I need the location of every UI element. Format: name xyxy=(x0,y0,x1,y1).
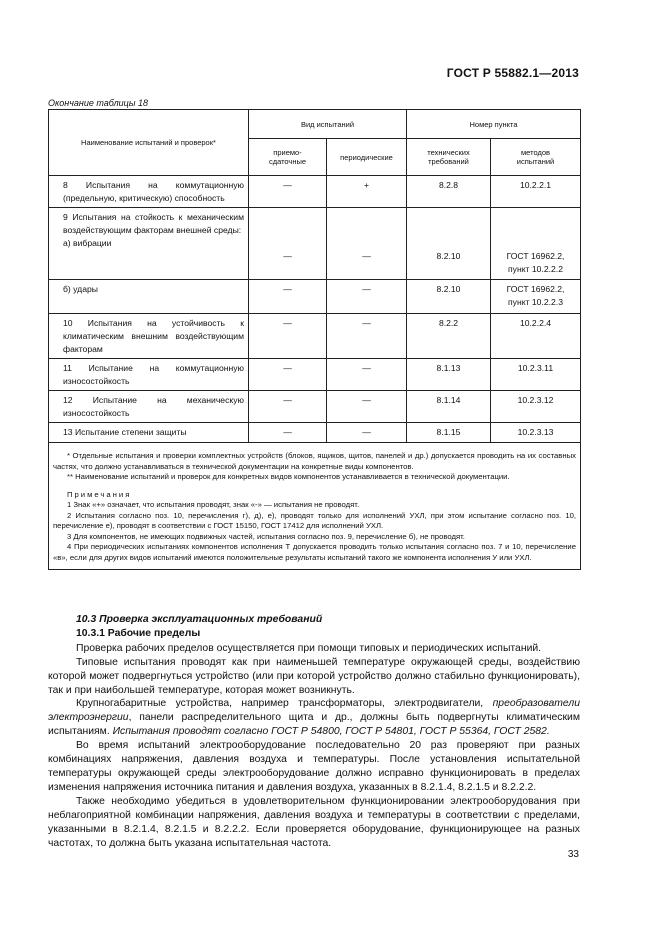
table-continuation-caption: Окончание таблицы 18 xyxy=(48,98,148,108)
row-methods: 10.2.2.1 xyxy=(491,176,581,208)
header-tech-req: технических требований xyxy=(407,139,491,176)
row-periodic: + xyxy=(327,176,407,208)
header-name: Наименование испытаний и проверок* xyxy=(49,110,249,176)
table-row xyxy=(49,280,581,314)
row-acceptance: — xyxy=(249,391,327,423)
header-periodic: периодические xyxy=(327,139,407,176)
paragraph: Типовые испытания проводят как при наименьшей температуре окружающей среды, воздействию которой может подвергнуться устройство (или при которой устройство должно стабильно функционировать), так и при наибольшей температуре, которая может возникнуть. xyxy=(48,656,580,696)
row-name: 12 Испытание на механическую износостойкость xyxy=(49,391,249,423)
row-tech-req: 8.2.10 xyxy=(407,208,491,280)
row-methods: 10.2.3.11 xyxy=(491,359,581,391)
row-acceptance: — xyxy=(249,359,327,391)
row-periodic: — xyxy=(327,314,407,359)
row-name: 11 Испытание на коммутационную износостойкость xyxy=(49,359,249,391)
table-row xyxy=(49,176,581,208)
italic-span: преобразователи электроэнергии xyxy=(48,698,580,724)
table-row xyxy=(49,359,581,391)
row-name: 9 Испытания на стойкость к механическим воздействующим факторам внешней среды: а) вибрации xyxy=(49,208,249,280)
row-periodic: — xyxy=(327,280,407,314)
row-methods: ГОСТ 16962.2, пункт 10.2.2.2 xyxy=(491,208,581,280)
paragraph: Также необходимо убедиться в удовлетворительном функционировании электрооборудования при неблагоприятной комбинации напряжения, давления воздуха и температуры в соответствии с пределами, указанными в 8.2.1.4, 8.2.1.5 и 8.2.2.2. Если проверяется оборудование, функционирующее на разных частотах, то должна быть указана испытательная частота. xyxy=(48,795,580,849)
row-methods: 10.2.3.13 xyxy=(491,423,581,443)
table-notes xyxy=(49,443,581,570)
row-acceptance: — xyxy=(249,423,327,443)
row-periodic: — xyxy=(327,359,407,391)
table-row xyxy=(49,314,581,359)
header-test-type: Вид испытаний xyxy=(249,110,407,139)
note: 3 Для компонентов, не имеющих подвижных частей, испытания согласно поз. 9, перечисление б), не проводят. xyxy=(67,531,465,541)
table-row xyxy=(49,423,581,443)
text-span: , панели распределительного щита и др., должны быть подвергнуты климатическим испытаниям. xyxy=(48,712,580,738)
paragraph: Проверка рабочих пределов осуществляется при помощи типовых и периодических испытаний. xyxy=(76,642,542,654)
row-periodic: — xyxy=(327,208,407,280)
row-periodic: — xyxy=(327,423,407,443)
row-tech-req: 8.2.2 xyxy=(407,314,491,359)
note: 2 Испытания согласно поз. 10, перечисления г), д), е), проводят только для исполнений УХЛ, при этом испытание согласно поз. 10, перечисление е), проводят в соответствии с ГОСТ 15150, ГОСТ 17412 для исполнений УХЛ. xyxy=(53,510,577,530)
section-body xyxy=(48,613,580,850)
row-methods: ГОСТ 16962.2, пункт 10.2.2.3 xyxy=(491,280,581,314)
italic-span: Испытания проводят согласно ГОСТ Р 54800, ГОСТ Р 54801, ГОСТ Р 55364, ГОСТ 2582. xyxy=(112,726,550,738)
row-acceptance: — xyxy=(249,314,327,359)
row-name: б) удары xyxy=(49,280,249,314)
header-clause: Номер пункта xyxy=(407,110,581,139)
row-methods: 10.2.2.4 xyxy=(491,314,581,359)
row-periodic: — xyxy=(327,391,407,423)
header-acceptance: приемо- сдаточные xyxy=(249,139,327,176)
section-title: 10.3 Проверка эксплуатационных требований xyxy=(76,614,323,625)
row-acceptance: — xyxy=(249,176,327,208)
test-table xyxy=(48,109,580,570)
page-number: 33 xyxy=(567,849,579,860)
table-row xyxy=(49,391,581,423)
row-tech-req: 8.1.14 xyxy=(407,391,491,423)
row-tech-req: 8.1.15 xyxy=(407,423,491,443)
notes-title: Примечания xyxy=(67,489,132,499)
row-acceptance: — xyxy=(249,280,327,314)
row-tech-req: 8.1.13 xyxy=(407,359,491,391)
header-methods: методов испытаний xyxy=(491,139,581,176)
row-tech-req: 8.2.8 xyxy=(407,176,491,208)
row-tech-req: 8.2.10 xyxy=(407,280,491,314)
subsection-title: 10.3.1 Рабочие пределы xyxy=(76,627,201,639)
table-row xyxy=(49,208,581,280)
row-methods: 10.2.3.12 xyxy=(491,391,581,423)
text-span: Крупногабаритные устройства, например трансформаторы, электродвигатели, xyxy=(76,698,493,710)
row-name: 8 Испытания на коммутационную (предельную, критическую) способность xyxy=(49,176,249,208)
paragraph: Во время испытаний электрооборудование последовательно 20 раз проверяют при разных комбинациях напряжения, давления воздуха и температуры. После установления испытательной температуры окружающей среды электрооборудование должно исправно функционировать в пределах изменения напряжения источника питания и давления воздуха, указанных в 8.2.1.4, 8.2.1.5 и 8.2.2.2. xyxy=(48,740,580,793)
paragraph xyxy=(48,697,580,739)
note: 1 Знак «+» означает, что испытания проводят, знак «-» — испытания не проводят. xyxy=(67,500,360,509)
footnote: * Отдельные испытания и проверки комплектных устройств (блоков, ящиков, щитов, панелей и др.) допускается проводить на их составных частях, что должно устанавливаться в технической документации на конкретные виды компонентов. xyxy=(53,451,577,471)
standard-header: ГОСТ Р 55882.1—2013 xyxy=(446,66,579,80)
footnote: ** Наименование испытаний и проверок для конкретных видов компонентов устанавливается в технической документации. xyxy=(67,472,510,481)
row-name: 10 Испытания на устойчивость к климатическим внешним воздействующим факторам xyxy=(49,314,249,359)
row-acceptance: — xyxy=(249,208,327,280)
row-name: 13 Испытание степени защиты xyxy=(49,423,249,443)
note: 4 При периодических испытаниях компонентов исполнения Т допускается проводить только испытания согласно поз. 7 и 10, перечисление «в», если для других видов испытаний имеются положительные результаты испытаний такого же компонента исполнения У или УХЛ. xyxy=(53,542,577,562)
